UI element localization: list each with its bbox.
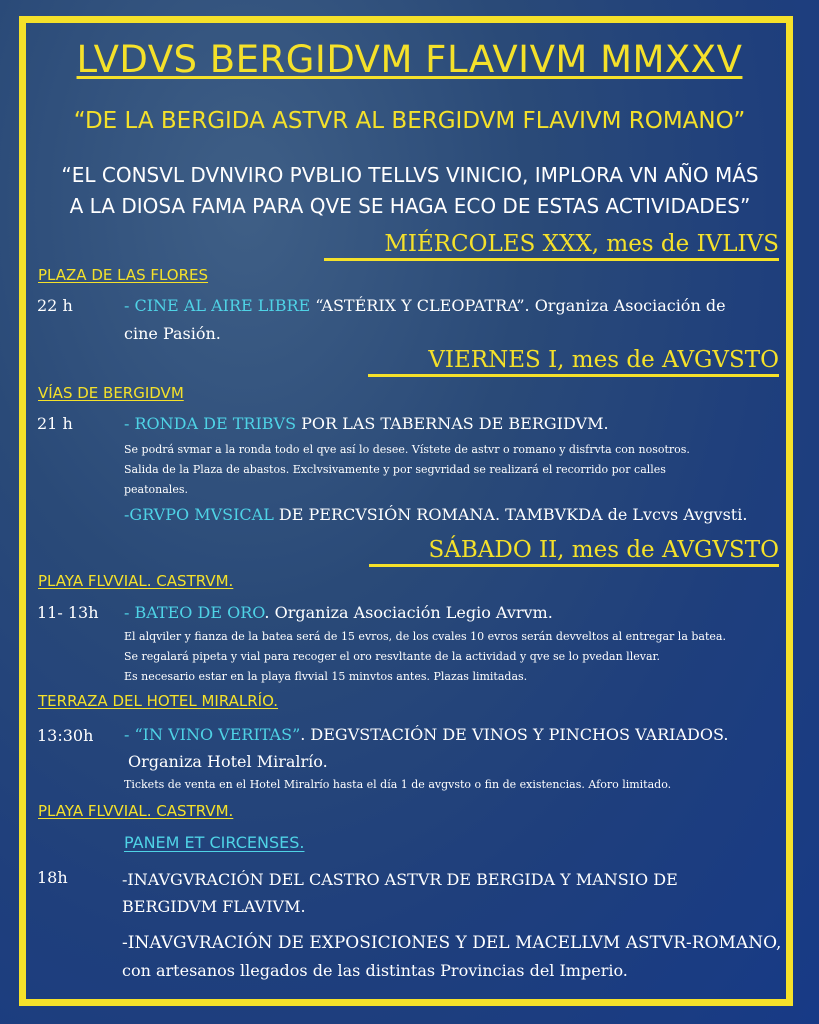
event-ronda: - RONDA DE TRIBVS POR LAS TABERNAS DE BERGIDVM.: [124, 414, 609, 433]
event-inauguracion-exposiciones-line2: con artesanos llegados de las distintas Provincias del Imperio.: [122, 961, 628, 980]
event-bateo-oro: - BATEO DE ORO. Organiza Asociación Legio Avrvm.: [124, 603, 553, 622]
event-note: El alqviler y fianza de la batea será de 15 evros, de los cvales 10 evros serán devveltos al entregar la batea.: [124, 630, 726, 643]
event-in-vino-veritas: - “IN VINO VERITAS”. DEGVSTACIÓN DE VINOS Y PINCHOS VARIADOS.: [124, 725, 729, 744]
poster-quote: [30, 160, 790, 222]
poster-title: LVDVS BERGIDVM FLAVIVM MMXXV: [76, 38, 743, 81]
event-time: 21 h: [37, 414, 73, 433]
event-inauguracion-castro-line2: BERGIDVM FLAVIVM.: [122, 897, 306, 916]
event-grupo-musical: -GRVPO MVSICAL DE PERCVSIÓN ROMANA. TAMBVKDA de Lvcvs Avgvsti.: [124, 505, 748, 524]
quote-line-1: “EL CONSVL DVNVIRO PVBLIO TELLVS VINICIO, IMPLORA VN AÑO MÁS: [61, 163, 759, 187]
event-cinema-line2: cine Pasión.: [124, 324, 221, 343]
place-terraza-hotel: TERRAZA DEL HOTEL MIRALRÍO.: [38, 692, 279, 710]
day-heading-wednesday: MIÉRCOLES XXX, mes de IVLIVS: [324, 230, 779, 261]
day-heading-saturday: SÁBADO II, mes de AVGVSTO: [369, 536, 779, 567]
place-playa-fluvial-2: PLAYA FLVVIAL. CASTRVM.: [38, 802, 234, 820]
event-time: 22 h: [37, 296, 73, 315]
place-vias-bergidvm: VÍAS DE BERGIDVM: [38, 384, 184, 402]
event-time: 13:30h: [37, 726, 94, 745]
quote-line-2: A LA DIOSA FAMA PARA QVE SE HAGA ECO DE ESTAS ACTIVIDADES”: [69, 194, 751, 218]
event-note: Se regalará pipeta y vial para recoger el oro resvltante de la actividad y qve se lo pvedan llevar.: [124, 650, 661, 663]
poster-subtitle: “DE LA BERGIDA ASTVR AL BERGIDVM FLAVIVM ROMANO”: [73, 108, 746, 134]
event-note: Se podrá svmar a la ronda todo el qve así lo desee. Vístete de astvr o romano y disfrvta con nosotros.: [124, 443, 690, 456]
panem-heading: PANEM ET CIRCENSES.: [124, 833, 305, 852]
place-playa-fluvial: PLAYA FLVVIAL. CASTRVM.: [38, 572, 234, 590]
event-cinema: - CINE AL AIRE LIBRE “ASTÉRIX Y CLEOPATRA”. Organiza Asociación de: [124, 296, 726, 315]
event-inauguracion-exposiciones: -INAVGVRACIÓN DE EXPOSICIONES Y DEL MACELLVM ASTVR-ROMANO,: [122, 933, 782, 953]
event-note: Tickets de venta en el Hotel Miralrío hasta el día 1 de avgvsto o fin de existencias. Aforo limitado.: [124, 778, 672, 791]
event-in-vino-line2: Organiza Hotel Miralrío.: [128, 752, 328, 771]
place-plaza-flores: PLAZA DE LAS FLORES: [38, 266, 209, 284]
event-time: 11- 13h: [37, 603, 99, 622]
event-time: 18h: [37, 868, 68, 887]
event-note: peatonales.: [124, 483, 188, 496]
event-inauguracion-castro: -INAVGVRACIÓN DEL CASTRO ASTVR DE BERGIDA Y MANSIO DE: [122, 870, 678, 889]
event-note: Es necesario estar en la playa flvvial 15 minvtos antes. Plazas limitadas.: [124, 670, 528, 683]
event-note: Salida de la Plaza de abastos. Exclvsivamente y por segvridad se realizará el recorrido por calles: [124, 463, 666, 476]
day-heading-friday: VIERNES I, mes de AVGVSTO: [368, 346, 779, 377]
